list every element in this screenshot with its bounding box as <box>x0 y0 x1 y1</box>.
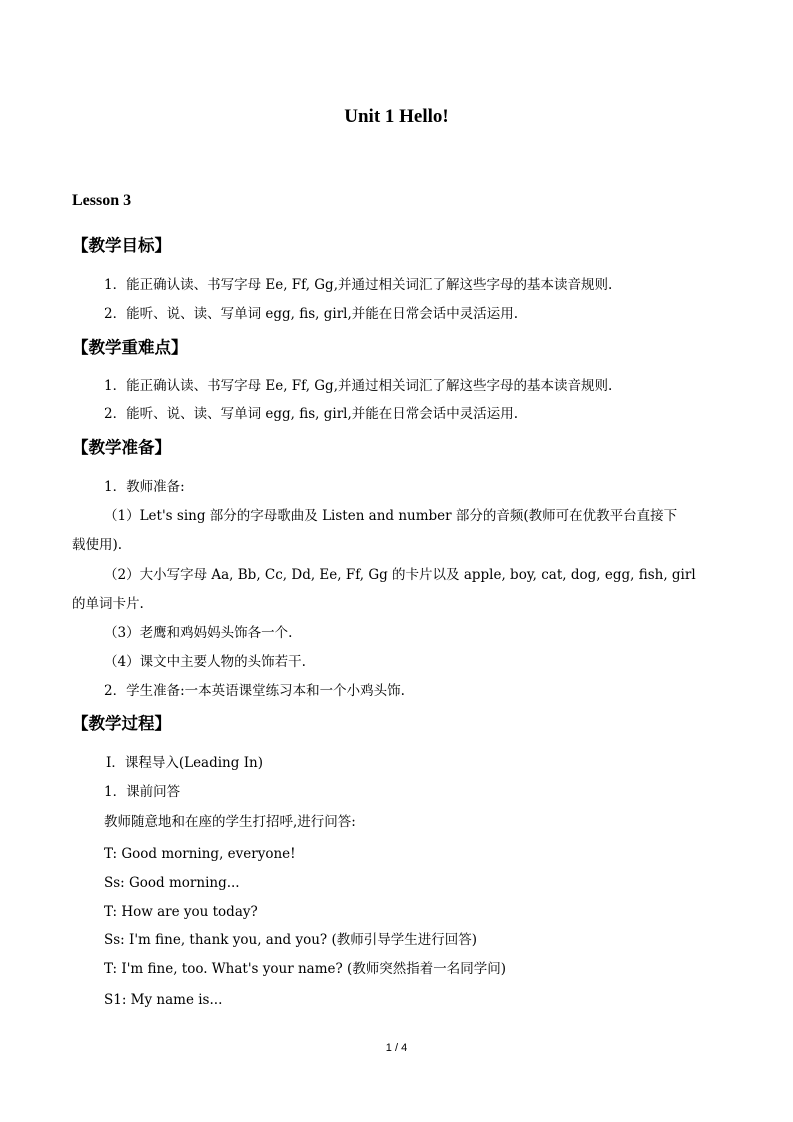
section-heading-preparation: 【教学准备】 <box>72 438 171 457</box>
preparation-line: 2．学生准备:一本英语课堂练习本和一个小鸡头饰. <box>104 683 405 699</box>
section-heading-process: 【教学过程】 <box>72 714 171 733</box>
preparation-line: （1）Let's sing 部分的字母歌曲及 Listen and number 部分的音频(教师可在优教平台直接下 <box>104 508 678 524</box>
section-heading-goals: 【教学目标】 <box>72 236 171 255</box>
section-heading-key-points: 【教学重难点】 <box>72 338 188 357</box>
preparation-line: 1．教师准备: <box>104 479 185 495</box>
preparation-line: （4）课文中主要人物的头饰若干. <box>104 654 306 670</box>
key-points-item: 1．能正确认读、书写字母 Ee, Ff, Gg,并通过相关词汇了解这些字母的基本读音规则. <box>104 378 613 394</box>
preparation-line: （2）大小写字母 Aa, Bb, Cc, Dd, Ee, Ff, Gg 的卡片以及 apple, boy, cat, dog, egg, fish, girl <box>104 567 696 583</box>
page-number: 1 / 4 <box>385 1042 408 1054</box>
process-line: S1: My name is... <box>104 992 223 1008</box>
process-line: Ss: I'm fine, thank you, and you? (教师引导学生进行回答) <box>104 932 477 948</box>
process-line: Ss: Good morning... <box>104 875 240 891</box>
goals-item: 1．能正确认读、书写字母 Ee, Ff, Gg,并通过相关词汇了解这些字母的基本读音规则. <box>104 277 613 293</box>
process-line: Ⅰ．课程导入(Leading In) <box>106 755 263 771</box>
key-points-item: 2．能听、说、读、写单词 egg, fis, girl,并能在日常会话中灵活运用. <box>104 406 519 422</box>
process-line: T: Good morning, everyone! <box>104 846 296 862</box>
document-title: Unit 1 Hello! <box>344 106 449 127</box>
process-line: T: How are you today? <box>104 904 258 920</box>
process-line: 1．课前问答 <box>104 784 181 800</box>
lesson-label: Lesson 3 <box>72 192 132 209</box>
preparation-line: 载使用). <box>72 537 123 553</box>
goals-item: 2．能听、说、读、写单词 egg, fis, girl,并能在日常会话中灵活运用. <box>104 306 519 322</box>
process-line: 教师随意地和在座的学生打招呼,进行问答: <box>104 814 356 830</box>
preparation-line: （3）老鹰和鸡妈妈头饰各一个. <box>104 625 293 641</box>
preparation-line: 的单词卡片. <box>72 596 144 612</box>
process-line: T: I'm fine, too. What's your name? (教师突然指着一名同学问) <box>104 961 507 977</box>
